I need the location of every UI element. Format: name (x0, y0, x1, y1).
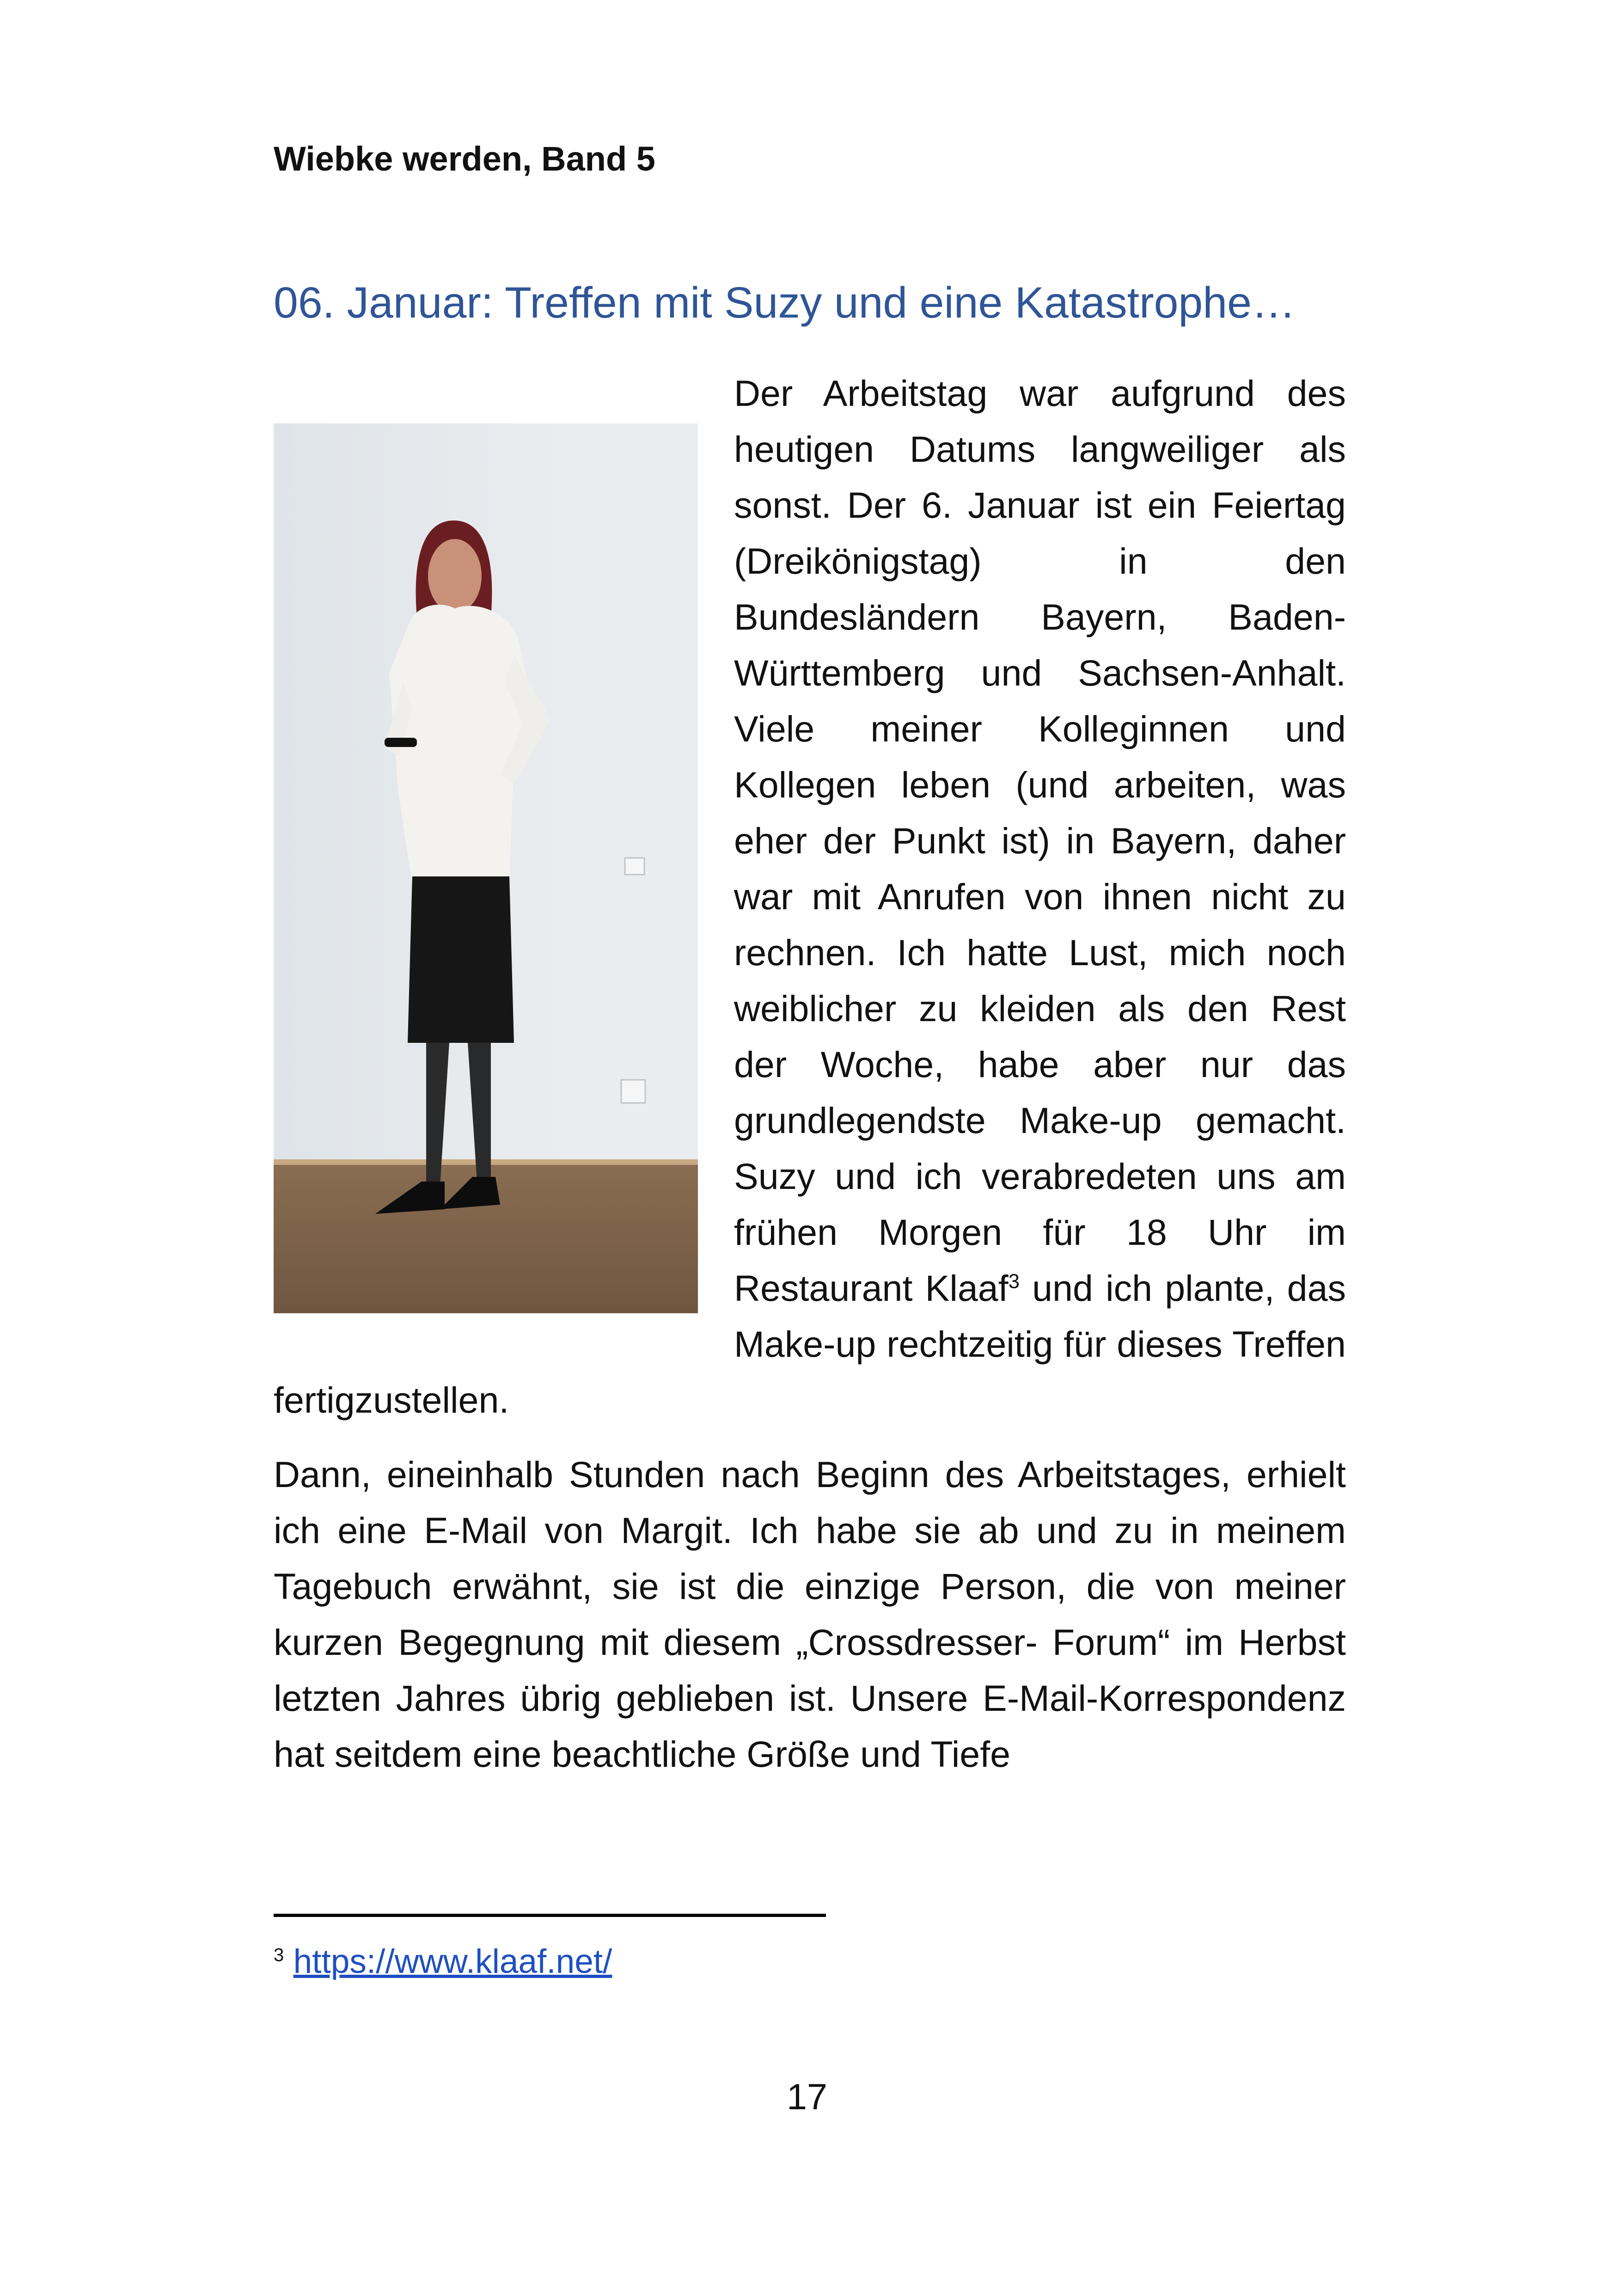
photo-illustration (274, 423, 698, 1313)
footnote-number: 3 (274, 1944, 284, 1965)
footnote-separator (274, 1914, 826, 1917)
footnote-link[interactable]: https://www.klaaf.net/ (293, 1943, 612, 1980)
page-number: 17 (787, 2076, 827, 2117)
book-title: Wiebke werden, Band 5 (274, 140, 655, 178)
footnote-reference[interactable]: 3 (1008, 1270, 1020, 1293)
paragraph-1 (274, 365, 1346, 1428)
paragraph-1-text-a: Der Arbeitstag war aufgrund des heutigen Datums langweiliger als sonst. Der 6. Januar ist ein Feiertag (Dreikönigstag) in den Bundesländern Bayern, Baden-Württemberg und Sachsen-Anhalt. Viele meiner Kolleginnen und Kollegen leben (und arbeiten, was eher der Punkt ist) in Bayern, daher war mit Anrufen von ihnen nicht zu rechnen. Ich hatte Lust, mich noch weiblicher zu kleiden als den Rest der Woche, habe aber nur das grundlegendste Make-up gemacht. Suzy und ich verabredeten uns am frühen Morgen für 18 Uhr im Restaurant Klaaf (734, 373, 1346, 1309)
body-text (274, 365, 1346, 1782)
person-photo (274, 423, 698, 1313)
chapter-heading: 06. Januar: Treffen mit Suzy und eine Katastrophe… (274, 278, 1296, 327)
paragraph-1-text-b: und ich plante, das Make-up rechtzeitig für dieses Treffen fertigzustellen. (274, 1267, 1346, 1420)
paragraph-2: Dann, eineinhalb Stunden nach Beginn des Arbeitstages, erhielt ich eine E-Mail von Margit. Ich habe sie ab und zu in meinem Tagebuch erwähnt, sie ist die einzige Person, die von meiner kurzen Begegnung mit diesem „Crossdresser- Forum“ im Herbst letzten Jahres übrig geblieben ist. Unsere E-Mail-Korrespondenz hat seitdem eine beachtliche Größe und Tiefe (274, 1454, 1346, 1775)
footnote (274, 1941, 612, 1982)
